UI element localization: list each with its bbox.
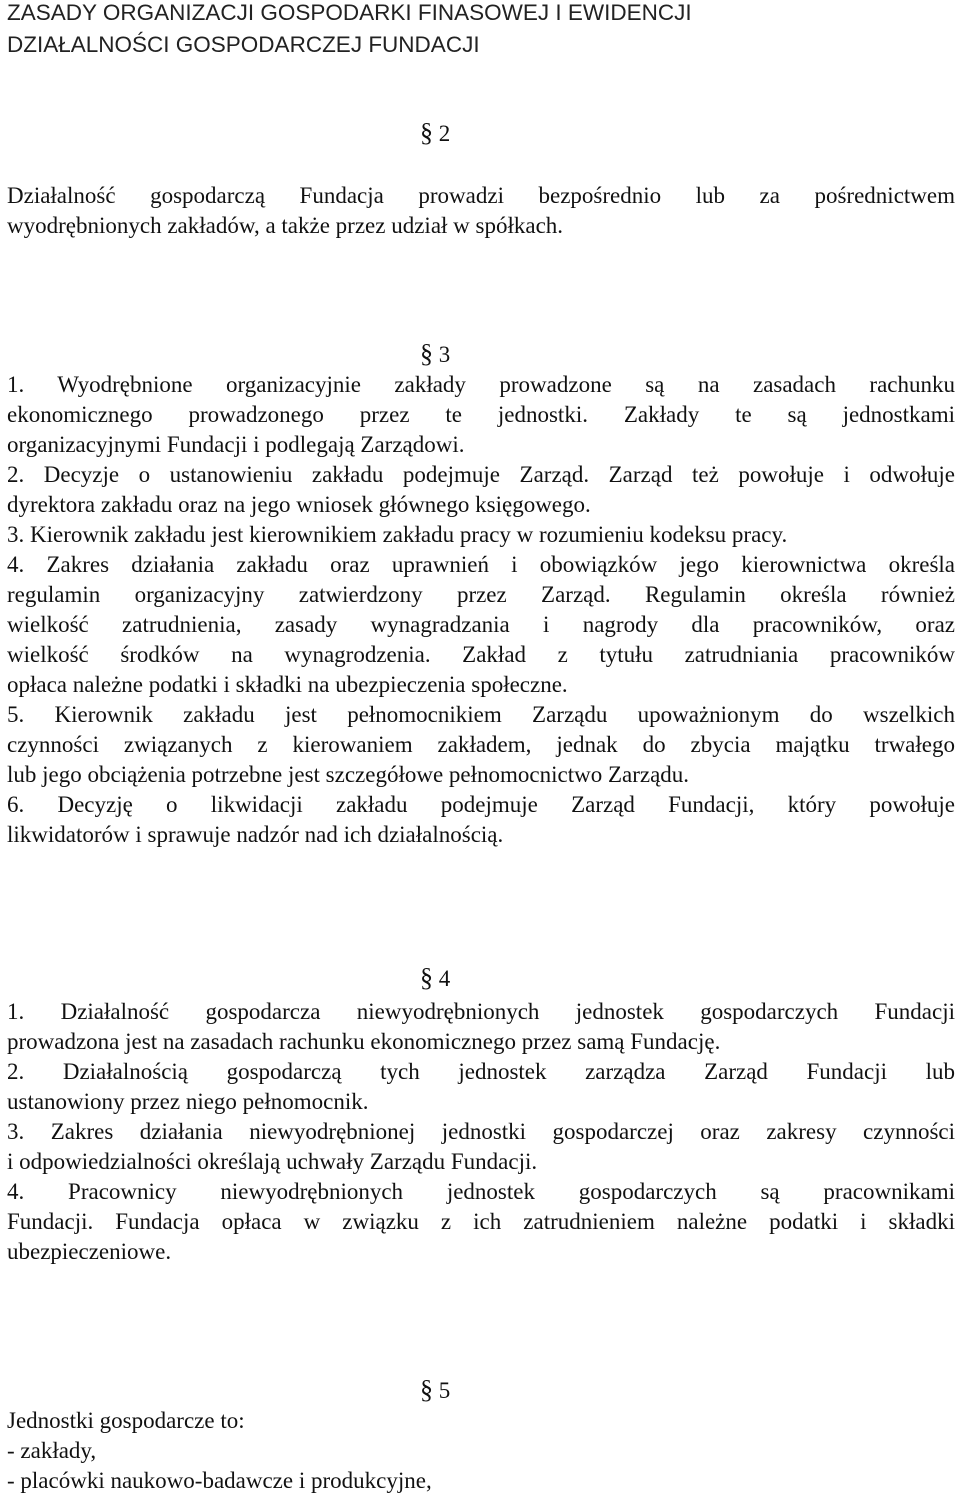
- paragraph-line: ekonomicznego prowadzonego przez te jednostki. Zakłady te są jednostkami: [7, 402, 955, 427]
- paragraph-line: lub jego obciążenia potrzebne jest szczegółowe pełnomocnictwo Zarządu.: [7, 762, 690, 787]
- section-number: 3: [438, 342, 451, 367]
- paragraph-line: 2. Decyzje o ustanowieniu zakładu podejmuje Zarząd. Zarząd też powołuje i odwołuje: [7, 462, 955, 487]
- list-item: - zakłady,: [7, 1438, 97, 1463]
- title-line-1: ZASADY ORGANIZACJI GOSPODARKI FINASOWEJ I EWIDENCJI: [7, 0, 692, 25]
- section-sign-symbol: §: [420, 1375, 433, 1404]
- section-3-body: [7, 370, 955, 850]
- paragraph-line: prowadzona jest na zasadach rachunku ekonomicznego przez samą Fundację.: [7, 1029, 721, 1054]
- paragraph-line: 3. Zakres działania niewyodrębnionej jednostki gospodarczej oraz zakresy czynności: [7, 1119, 955, 1144]
- paragraph-line: Działalność gospodarczą Fundacja prowadzi bezpośrednio lub za pośrednictwem: [7, 183, 955, 208]
- paragraph-line: 4. Pracownicy niewyodrębnionych jednostek gospodarczych są pracownikami: [7, 1179, 955, 1204]
- paragraph-line: Jednostki gospodarcze to:: [7, 1408, 245, 1433]
- paragraph-line: likwidatorów i sprawuje nadzór nad ich działalnością.: [7, 822, 504, 847]
- section-5-body: [7, 1406, 955, 1496]
- section-4-body: [7, 997, 955, 1267]
- paragraph-line: ubezpieczeniowe.: [7, 1239, 172, 1264]
- section-number: 4: [438, 966, 451, 991]
- section-sign-symbol: §: [420, 339, 433, 368]
- section-number: 5: [438, 1378, 451, 1403]
- paragraph-line: Fundacji. Fundacja opłaca w związku z ich zatrudnieniem należne podatki i składki: [7, 1209, 955, 1234]
- title-line-2: DZIAŁALNOŚCI GOSPODARCZEJ FUNDACJI: [7, 32, 480, 57]
- paragraph-line: 1. Wyodrębnione organizacyjnie zakłady prowadzone są na zasadach rachunku: [7, 372, 955, 397]
- section-5-heading: [420, 1375, 480, 1406]
- paragraph-line: i odpowiedzialności określają uchwały Zarządu Fundacji.: [7, 1149, 538, 1174]
- paragraph-line: 4. Zakres działania zakładu oraz uprawnień i obowiązków jego kierownictwa określa: [7, 552, 955, 577]
- section-2-heading: [420, 118, 480, 149]
- section-sign-symbol: §: [420, 963, 433, 992]
- paragraph-line: wielkość zatrudnienia, zasady wynagradzania i nagrody dla pracowników, oraz: [7, 612, 955, 637]
- section-sign-symbol: §: [420, 118, 433, 147]
- section-4-heading: [420, 963, 480, 994]
- paragraph-line: 2. Działalnością gospodarczą tych jednostek zarządza Zarząd Fundacji lub: [7, 1059, 955, 1084]
- paragraph-line: regulamin organizacyjny zatwierdzony przez Zarząd. Regulamin określa również: [7, 582, 955, 607]
- paragraph-line: 5. Kierownik zakładu jest pełnomocnikiem Zarządu upoważnionym do wszelkich: [7, 702, 955, 727]
- document-title: [7, 0, 955, 61]
- paragraph-line: dyrektora zakładu oraz na jego wniosek głównego księgowego.: [7, 492, 591, 517]
- paragraph-line: 6. Decyzję o likwidacji zakładu podejmuje Zarząd Fundacji, który powołuje: [7, 792, 955, 817]
- paragraph-line: 3. Kierownik zakładu jest kierownikiem zakładu pracy w rozumieniu kodeksu pracy.: [7, 522, 788, 547]
- paragraph-line: organizacyjnymi Fundacji i podlegają Zarządowi.: [7, 432, 465, 457]
- section-3-heading: [420, 339, 480, 370]
- paragraph-line: wyodrębnionych zakładów, a także przez udział w spółkach.: [7, 213, 564, 238]
- section-number: 2: [438, 121, 451, 146]
- paragraph-line: czynności związanych z kierowaniem zakładem, jednak do zbycia majątku trwałego: [7, 732, 955, 757]
- paragraph-line: wielkość środków na wynagrodzenia. Zakład z tytułu zatrudniania pracowników: [7, 642, 955, 667]
- paragraph-line: opłaca należne podatki i składki na ubezpieczenia społeczne.: [7, 672, 568, 697]
- list-item: - placówki naukowo-badawcze i produkcyjne,: [7, 1468, 432, 1493]
- section-2-body: [7, 181, 955, 241]
- paragraph-line: ustanowiony przez niego pełnomocnik.: [7, 1089, 369, 1114]
- paragraph-line: 1. Działalność gospodarcza niewyodrębnionych jednostek gospodarczych Fundacji: [7, 999, 955, 1024]
